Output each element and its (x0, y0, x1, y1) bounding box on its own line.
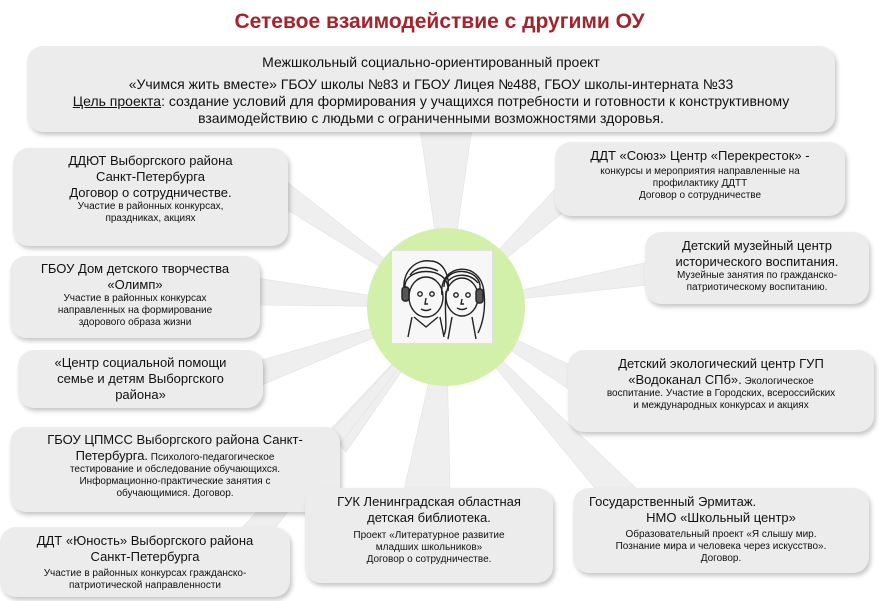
olimp-line-2: «Олимп» (107, 276, 163, 292)
project-line-2: «Учимся жить вместе» ГБОУ школы №83 и ГБОУ Лицея №488, ГБОУ школы-интерната №33 (128, 76, 734, 93)
yunost-line-1: ДДТ «Юность» Выборгского района (36, 533, 254, 548)
partner-museum (645, 232, 869, 304)
partner-social-center (18, 350, 263, 408)
social-line-3: района» (115, 386, 166, 402)
vodokanal-line-2 (572, 372, 870, 388)
library-small-2: младших школьников» (375, 541, 483, 553)
olimp-line-1: ГБОУ Дом детского творчества (40, 261, 230, 276)
social-line-1: «Центр социальной помощи (54, 355, 227, 370)
olimp-small-1: Участие в районных конкурсах (63, 292, 207, 304)
olimp-small-2: направленных на формирование (57, 304, 213, 316)
library-line-1: ГУК Ленинградская областная (337, 494, 521, 509)
vodokanal-small-2: и международных конкурсах и акциях (633, 400, 809, 412)
vodokanal-line-1: Детский экологический центр ГУП (618, 356, 824, 371)
partner-olimp (10, 256, 260, 338)
yunost-small-2: патриотической направленности (68, 579, 222, 591)
project-line-1: Межшкольный социально-ориентированный проект (262, 54, 600, 70)
ddut-line-3: Договор о сотрудничестве. (69, 184, 232, 200)
cpmss-line-2-small: Психолого-педагогическое (148, 451, 275, 463)
hermitage-small-3: Договор. (700, 553, 742, 565)
partner-vodokanal (568, 350, 874, 432)
vodokanal-small-1: воспитание. Участие в Городских, всероссийских (606, 388, 836, 400)
partner-library (305, 488, 553, 583)
museum-small-2: патриотическому воспитанию. (686, 281, 828, 293)
olimp-small-3: здорового образа жизни (78, 317, 192, 329)
soyuz-small-1: конкурсы и мероприятия направленные на (600, 165, 800, 177)
yunost-small-1: Участие в районных конкурсах гражданско- (43, 567, 247, 579)
cpmss-small-3: обучающимися. Договор. (116, 488, 234, 500)
ddut-line-2: Санкт-Петербурга (96, 168, 205, 184)
library-small-1: Проект «Литературное развитие (353, 529, 505, 541)
cpmss-line-2 (14, 448, 336, 464)
soyuz-line-1: ДДТ «Союз» Центр «Перекресток» - (590, 148, 810, 163)
soyuz-small-3: Договор о сотрудничестве (638, 190, 762, 202)
hermitage-small-2: Познание мира и человека через искусство». (615, 540, 827, 552)
goal-text: : создание условий для формирования у учащихся потребности и готовности к конструктивному взаимодействию с людьми с ограниченными возможностями здоровья. (161, 93, 790, 127)
project-box (27, 46, 835, 132)
cpmss-small-1: тестирование и обследование обучающихся. (69, 464, 281, 476)
project-goal (51, 93, 811, 127)
ddut-small-1: Участие в районных конкурсах, (77, 200, 224, 212)
page-title: Сетевое взаимодействие с другими ОУ (234, 10, 645, 33)
children-image (391, 250, 493, 344)
partner-yunost (0, 527, 290, 597)
social-line-2: семье и детям Выборгского (57, 370, 224, 386)
vodokanal-line-2-small: Экологическое (741, 375, 814, 387)
cpmss-line-2-main: Петербурга. (75, 447, 149, 463)
cpmss-small-2: Информационно-практические занятия с (79, 476, 271, 488)
library-line-2: детская библиотека. (367, 509, 491, 525)
goal-label: Цель проекта (72, 93, 162, 110)
cpmss-line-1: ГБОУ ЦПМСС Выборгского района Санкт- (47, 432, 303, 447)
ddut-line-1: ДДЮТ Выборгского района (68, 153, 233, 168)
partner-ddut (13, 148, 288, 246)
yunost-line-2: Санкт-Петербурга (90, 548, 200, 564)
vodokanal-line-2-main: «Водоканал СПб». (628, 371, 742, 387)
museum-small-1: Музейные занятия по гражданско- (676, 269, 838, 281)
partner-hermitage (573, 488, 869, 573)
hermitage-small-1: Образовательный проект «Я слышу мир. (625, 528, 817, 540)
museum-line-1: Детский музейный центр (682, 238, 832, 253)
ddut-small-2: праздниках, акциях (105, 212, 196, 224)
hermitage-line-1: Государственный Эрмитаж. (589, 494, 757, 509)
library-small-3: Договор о сотрудничестве. (366, 554, 492, 566)
hermitage-line-2: НМО «Школьный центр» (646, 509, 796, 525)
partner-cpmss (10, 427, 340, 512)
soyuz-small-2: профилактику ДДТТ (652, 178, 748, 190)
partner-soyuz (555, 142, 845, 216)
museum-line-2: исторического воспитания. (675, 253, 839, 269)
